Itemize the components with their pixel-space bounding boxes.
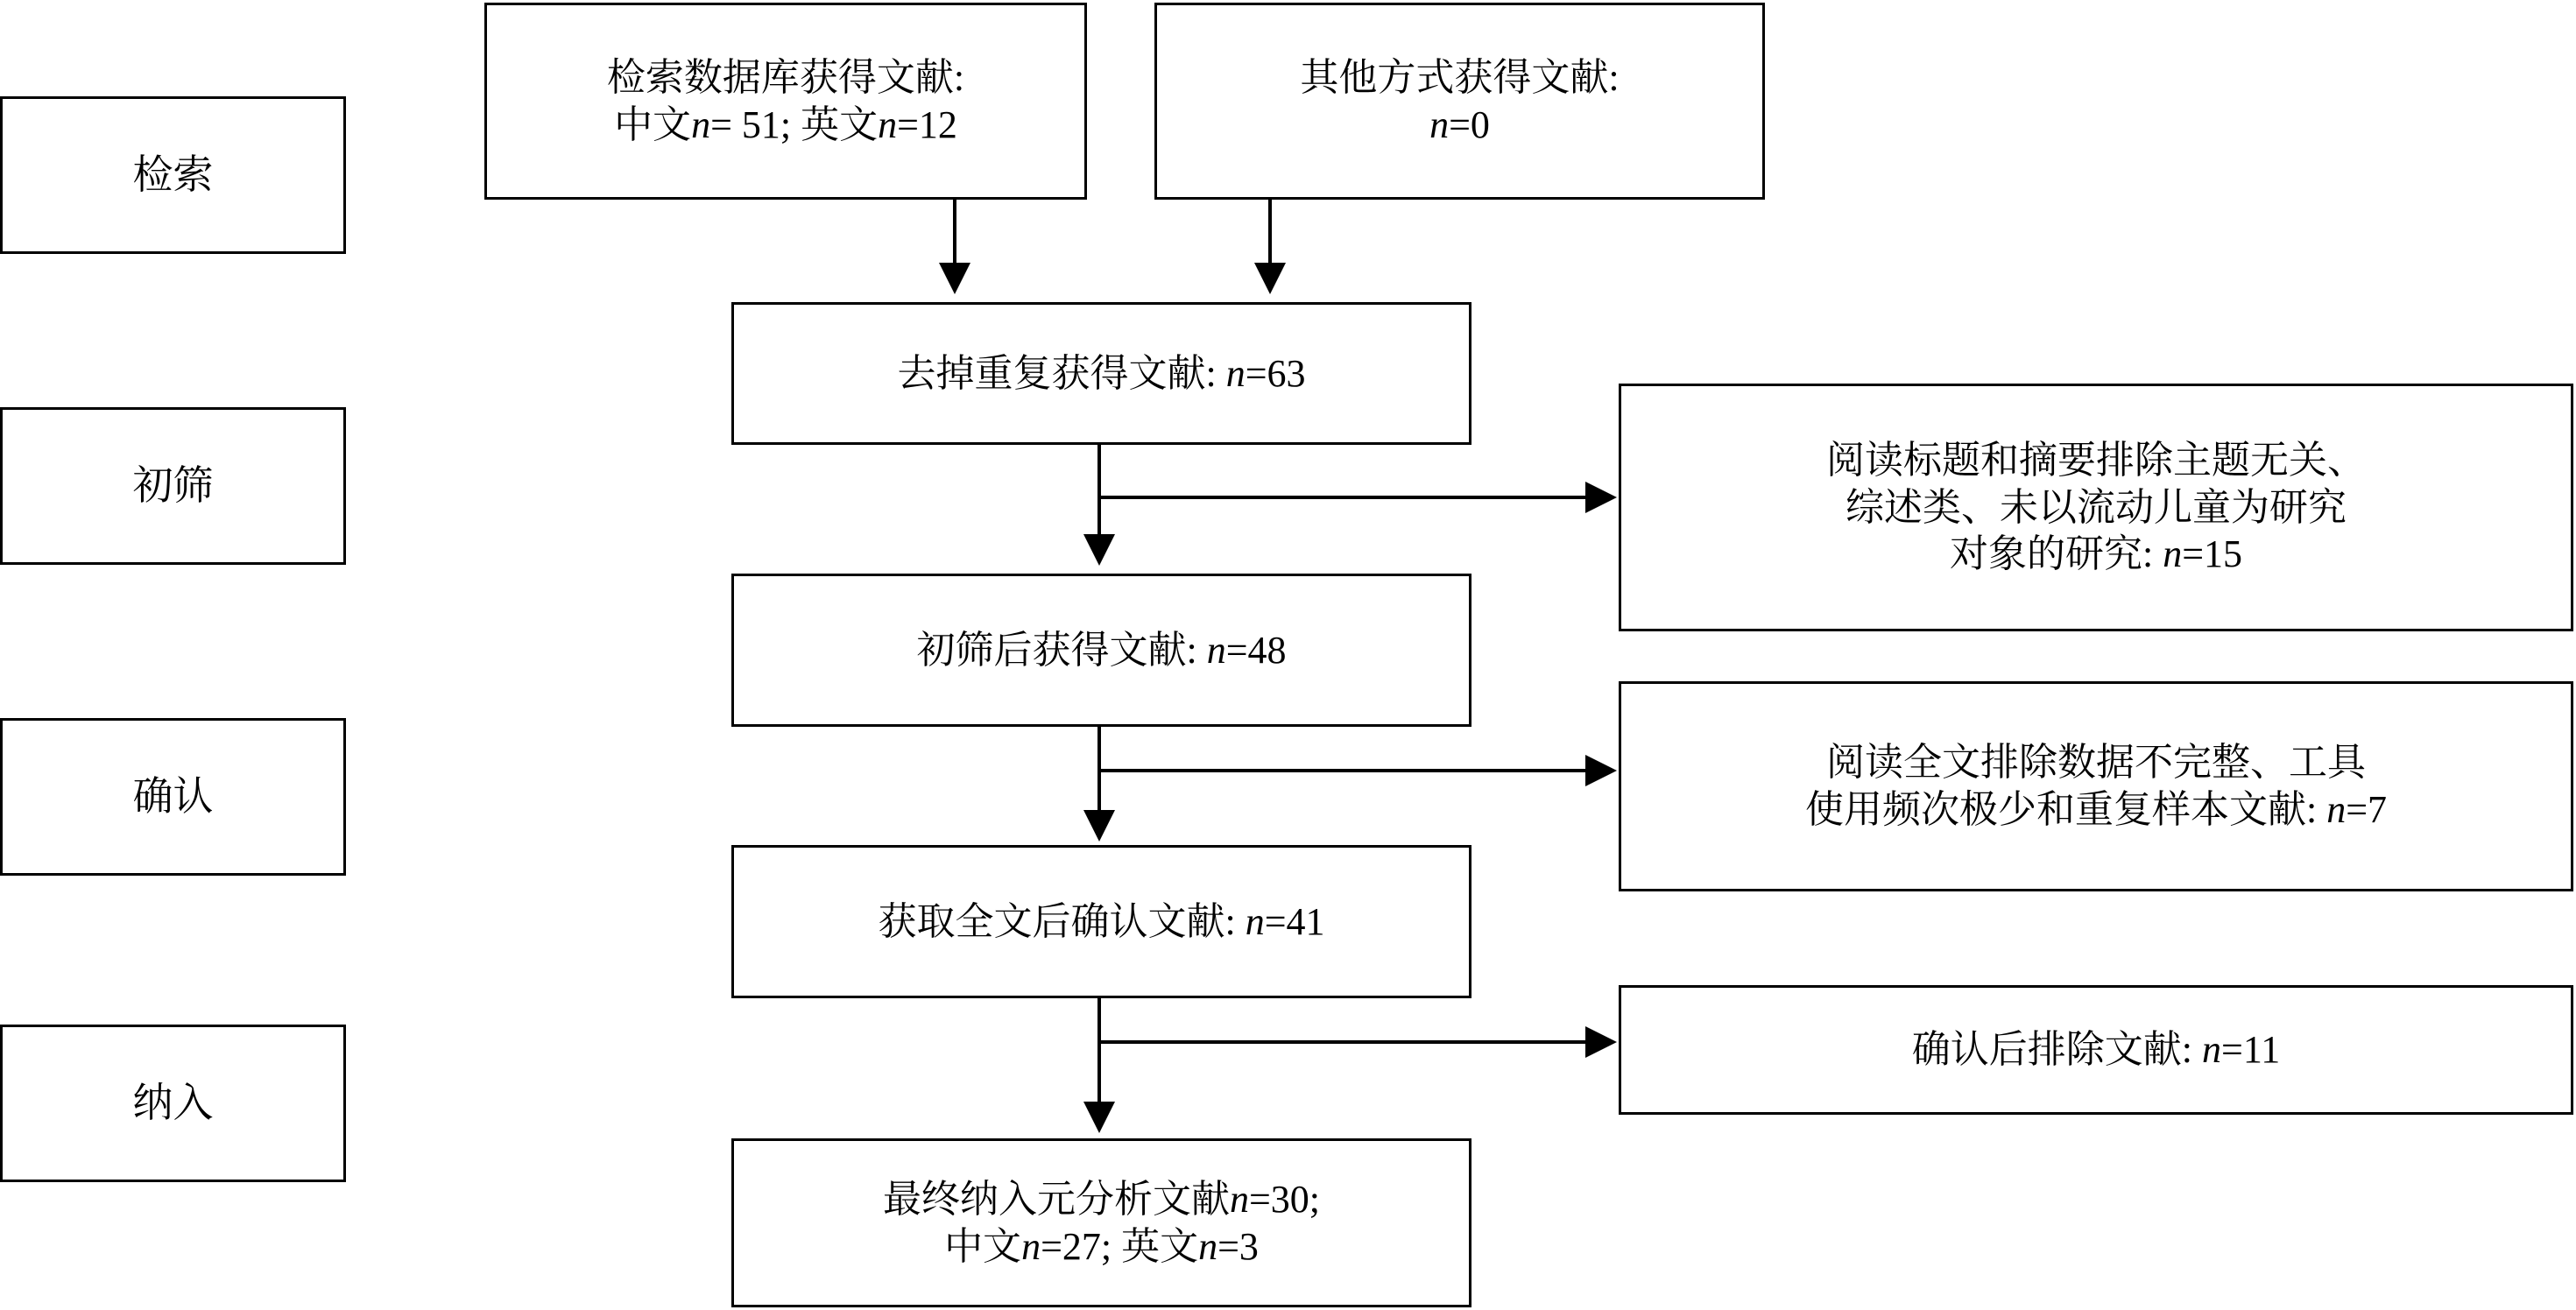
exclusion-title-abstract-label: 阅读标题和摘要排除主题无关、 综述类、未以流动儿童为研究 对象的研究: n=15 xyxy=(1826,438,2366,576)
stage-confirm-label: 确认 xyxy=(132,773,214,819)
node-deduplicated xyxy=(731,302,1471,445)
node-after-screening-label: 初筛后获得文献: n=48 xyxy=(916,628,1287,672)
stage-screen-label: 初筛 xyxy=(132,462,214,508)
node-other-records-label: 其他方式获得文献: n=0 xyxy=(1300,55,1620,146)
node-fulltext-confirmed-label: 获取全文后确认文献: n=41 xyxy=(878,899,1325,943)
node-final-included-label: 最终纳入元分析文献n=30; 中文n=27; 英文n=3 xyxy=(882,1177,1321,1268)
exclusion-fulltext xyxy=(1619,681,2573,891)
stage-include xyxy=(0,1025,346,1182)
stage-search xyxy=(0,96,346,254)
exclusion-after-confirm xyxy=(1619,985,2573,1115)
node-fulltext-confirmed xyxy=(731,845,1471,998)
exclusion-after-confirm-label: 确认后排除文献: n=11 xyxy=(1911,1028,2281,1072)
node-database-records xyxy=(484,3,1087,200)
stage-search-label: 检索 xyxy=(132,151,214,197)
stage-screen xyxy=(0,407,346,565)
exclusion-title-abstract xyxy=(1619,384,2573,631)
stage-include-label: 纳入 xyxy=(132,1080,214,1125)
stage-confirm xyxy=(0,718,346,876)
node-after-screening xyxy=(731,574,1471,727)
node-database-records-label: 检索数据库获得文献: 中文n= 51; 英文n=12 xyxy=(606,55,965,146)
exclusion-fulltext-label: 阅读全文排除数据不完整、工具 使用频次极少和重复样本文献: n=7 xyxy=(1804,741,2388,831)
node-other-records xyxy=(1154,3,1765,200)
node-deduplicated-label: 去掉重复获得文献: n=63 xyxy=(897,351,1306,395)
node-final-included xyxy=(731,1138,1471,1307)
